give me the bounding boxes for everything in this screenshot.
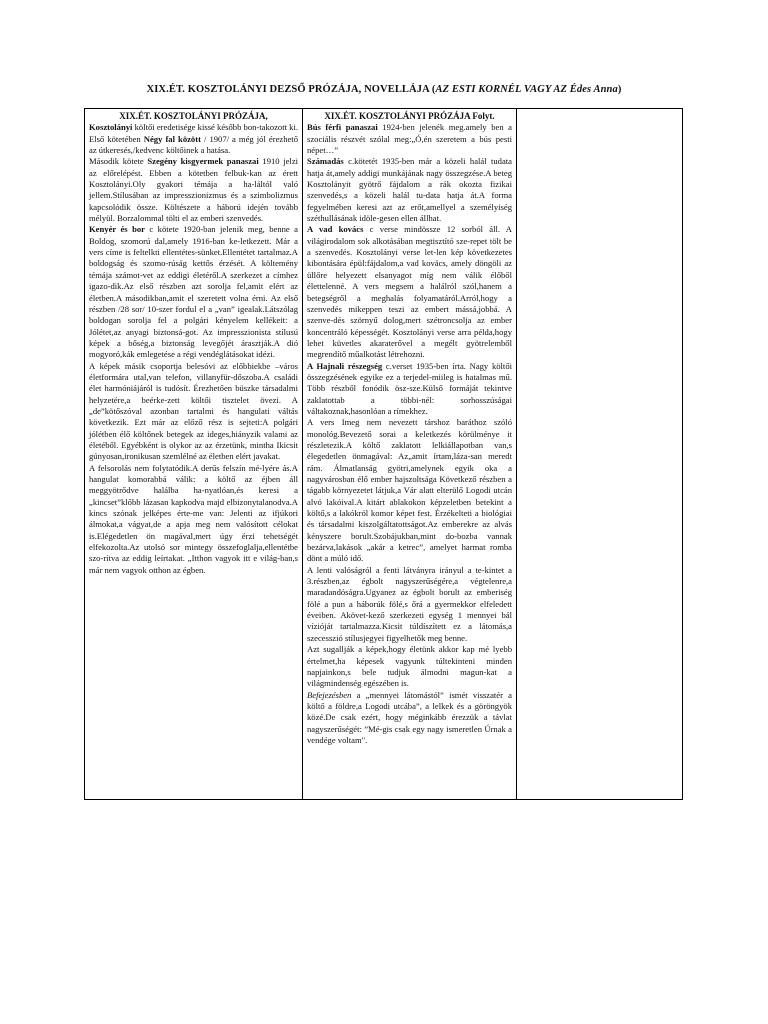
text: c kötete 1920-ban jelenik meg, benne a Boldog, szomorú dal,amely 1916-ban ke-letkezett. Már a vers címe is feltelkti ellentétes-sünket.Ellentétet tartalmaz.A boldogság és szomo-rúság kettős érzését. A költemény témája számot-vet az eddigi életéről.A szerkezet a címhez igazo-dik.Az első részben azt sorolja fel,amit elért az életben.A másodikban,amit el szeretett volna érni. Az első részben /28 sor/ 10-szer fordul el a „van” igealak.Látszólag boldogan sorolja fel a polgári kényelem kellékeit: a Jólétet,az anyagi biztonsá-got. Az impresszionista stílusú képek a bőség,a biztonság levegőjét árasztják.A dió mogyoró,kák emlegetése a régi vendéglátásokat idézi. [89,224,298,360]
title-main: XIX.ÉT. KOSZTOLÁNYI DEZSŐ PRÓZÁJA, NOVELLÁJA ( [146,84,436,95]
bold-term: A vad kovács [307,224,364,235]
text: c.kötetét 1935-ben már a közeli halál tudata hatja át,amely addigi munkájának nagy összegzése.A beteg Kosztolányit gyötrő fájdalom a rák okozta fizikai szenvedés,s a közeli halál tu-data hatja át.A forma fegyelmében keresi azt az erőt,amellyel a személyiség széthullásának idöle-gesen ellen állhat. [307,156,512,224]
text: 1910 jelzi az előrelépést. Ebben a kötetben felbuk-kan az érett Kosztolányi.Oly gyakori témája a ha-láltól való jellem.Stílusában az impresszionizmus és a szimbolizmus kapcsolódik össze. Költészete a háború idején tovább mélyül. Borzalommal tölti el az emberi szenvedés. [89,156,299,224]
column-right-empty [517,109,682,799]
paragraph [307,690,512,747]
paragraph [307,156,512,224]
column-heading: XIX.ÉT. KOSZTOLÁNYI PRÓZÁJA, [119,111,268,121]
content-table [84,108,683,800]
paragraph [307,361,512,418]
bold-term: Bús férfi panaszai [307,122,378,133]
column-left [85,109,303,799]
column-heading: XIX.ÉT. KOSZTOLÁNYI PRÓZÁJA Folyt. [324,111,495,121]
paragraph [89,122,298,156]
text: c.verset 1935-ben írta. Nagy költői összegzésének egyike ez a terjedel-miileg is hatalmas mű. Több részből fonódik ösz-sze.Külső formáját tekintve zaklatottab a többi-nél: sorhosszúságai váltakoznak,hasonlóan a rímekhez. [307,360,513,416]
text: / 1907/ a még jól érezhető az útkeresés,/kedvenc költőinek a hatása. [89,133,298,156]
text: 1924-ben jelenék meg.amely ben a szociális részvét szólal meg:„Ó,én szeretem a bús pesti népet…” [307,122,512,156]
paragraph: A lenti valóságról a fenti látványra irányul a te-kintet a 3.részben,az égbolt nagyszerűségére,a végtelenre,a maradandóságra.Ugyanez az égbolt borult az emberiség fölé a pun a háborúk fölé,s őrá a gyermekkor elfeledett éveiben. Akövet-kező szerkezeti egység 1 mennyei bál vízióját tartalmazza.Kicsit túldíszített ez a látomás,a szecesszió stílusjegyei figyelhetők meg benne. [307,564,512,643]
bold-term: Négy fal között [143,133,201,144]
paragraph: Azt sugallják a képek,hogy életünk akkor kap mé lyebb értelmet,ha képesek vagyunk túltekinteni minden napjainkon,s bele tudjuk álmodni magun-kat a világmindenség egészében is. [307,644,512,689]
italic-term: Befejezésben [307,689,352,700]
page-title [0,84,768,95]
bold-term: A Hajnali részegség [307,360,383,371]
paragraph: A felsorolás nem folytatódik.A derűs felszín mé-lyére ás.A hangulat komorabbá válik: a költő az éjben áll meggyötrődve halálba ha-nyatlóan,és keresi a „kincset”klőbb lázasan kapkodva majd elbizonytalanodva.A kincs szónak jelképes érte-me van: Jelenti az ifjúkori álmokat,a vágyat,de a apja meg nem valósított célokat is.Elégedetlen ön magával,mert úgy érzi tehetségét elfekozolta.Az utolsó sor mintegy összefoglalja,ellentétbe szo-rítva az eddig leírtakat. „Itthon vagyok itt e világ-ban,s már nem vagyok otthon az égben. [89,462,298,575]
text: a „mennyei látomástól” ismét visszatér a költő a földre,a Logodi utcába”, a lelkek és a göröngyök közé.De csak ezért, hogy méginkább érezzük a távlat nagyszerűségét: ”Mé-gis csak egy nagy ismeretlen Úrnak a vendége voltam". [307,689,512,745]
bold-term: Szegény kisgyermek panaszai [147,156,259,167]
paragraph [89,156,298,224]
paragraph [307,224,512,360]
text: Második kötete [89,156,148,167]
bold-term: Számadás [307,156,344,167]
text: c verse mindössze 12 sorból áll. A világirodalom sok alkotásában megtisztító sze-repet tölt be a szenvedés. Kosztolányi verse let-len kép következetes kibontására épül:fájdalom,a vad kovács, amely döngöli az üllőre helyezett elsanyagot míg nem válik élőből élettelenné. A vers megsem a halálról szól,hanem a betegségről a meghalás folyamatáról.Arról,hogy a szenvedés mikeppen teszi az embert mássá,jobbá. A szenve-dés szörnyű dolog,mert szétroncsolja az ember koncentráló képességét. Kosztolányi verse arra példa,hogy lehet küvetles akaraterővel a megélt gyötrelemből megrendítő műalkotást létrehozni. [307,224,512,360]
paragraph [307,122,512,156]
column-middle [303,109,517,799]
text: költői eredetisége kissé később bon-takozott ki. Első kötetében [89,122,298,144]
title-end: ) [617,84,622,95]
bold-term: Kosztolányi [89,122,133,133]
title-italic: AZ ESTI KORNÉL VAGY AZ Édes Anna [435,84,618,95]
paragraph [89,224,298,360]
paragraph: A képek másik csoportja belesóvi az előbbiekbe –város életformára utal,van telefon, villanyfür-dőszoba.A családi élet harmóniájáról is tudósít. Érezhetően büszke társadalmi helyzetére,a beérke-zett költői tisztelet övezi. A „de”kötőszóval azonban tartalmi és hangulati váltás következik. Ezt már az előző rész is sejteti:A polgári jólétben élő költőnek betegek az ideges,hiányzik valami az életéből. Egyébként is olykor az az érzetünk, mintha Ikicsit gúnyosan,ironikusan szemlélné az életben elért javakat. [89,360,298,462]
bold-term: Kenyér és bor [89,224,145,235]
paragraph: A vers Imeg nem nevezett társhoz baráthoz szóló monológ.Bevezető sorai a keletkezés körülménye it részletezik.A költő zaklatott lelkiállapotban van,s élegedetlen önmagával: Az„amit írtam,láza-san meredt rám. Álmatlanság gyötri,amelynek egyik oka a nagyvárosban élő ember hajszoltsága Következő részben a tágabb környezetet látjuk,a Vár alatt elterülő Logodi utcán alvó lakóival.A kitárt ablakokon képzeletben betekint a költő,s a lakókról komor képet fest. Érzékelteti a biológiai és társadalmi kiszolgáltatottságot.Az emberekre az alvás kényszere borult.Szobájukban,mint do-bozba vannak bezárva,lakások „akár a ketrec”, amelyet harmat romba dönt a múló idő. [307,417,512,564]
